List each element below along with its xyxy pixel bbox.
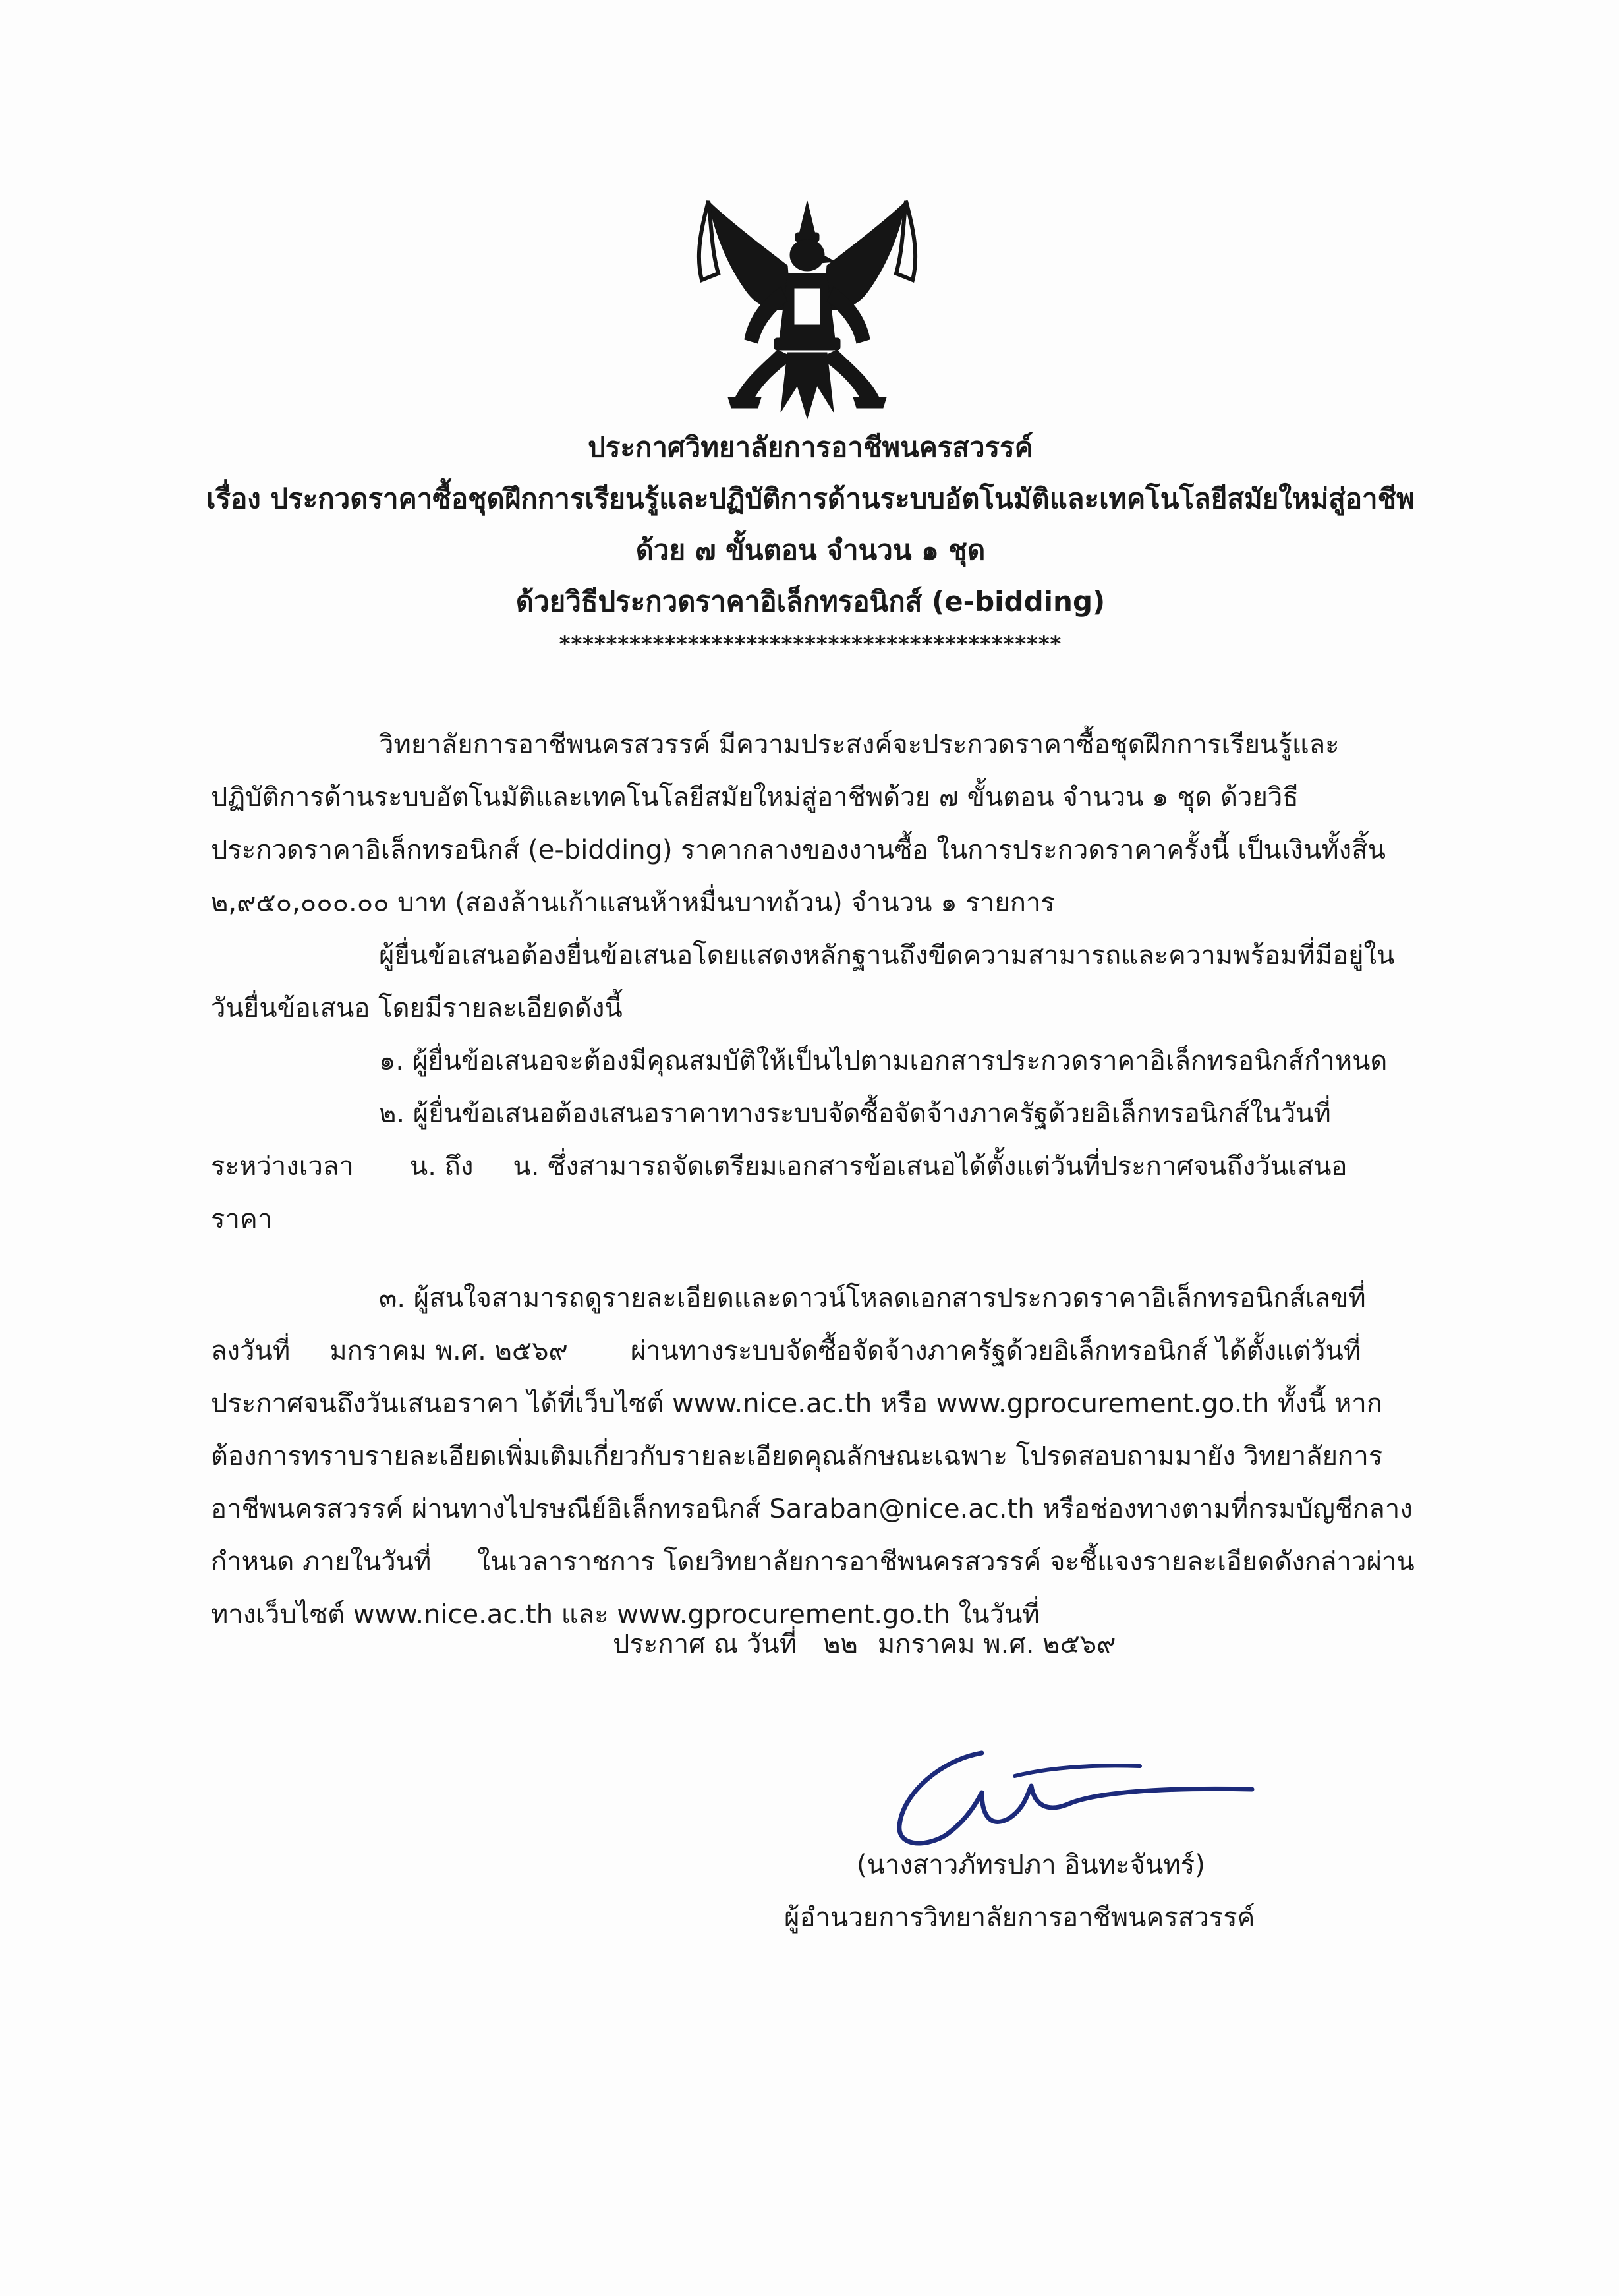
item-3-text: ลงวันที่ (211, 1336, 291, 1366)
item-2-line (211, 1140, 1410, 1193)
item-3-line: ทางเว็บไซต์ www.nice.ac.th และ www.gprocurement.go.th ในวันที่ (211, 1599, 1040, 1630)
item-3-text: กำหนด ภายในวันที่ (211, 1547, 432, 1577)
paragraph-1-line: ๒,๙๕๐,๐๐๐.๐๐ บาท (สองล้านเก้าแสนห้าหมื่นบาทถ้วน) จำนวน ๑ รายการ (211, 888, 1055, 918)
paragraph-1-line: วิทยาลัยการอาชีพนครสวรรค์ มีความประสงค์จะประกวดราคาซื้อชุดฝึกการเรียนรู้และ (379, 730, 1340, 760)
item-3-text: มกราคม พ.ศ. ๒๕๖๙ (329, 1336, 568, 1366)
announcement-heading: ประกาศวิทยาลัยการอาชีพนครสวรรค์ (588, 431, 1033, 463)
item-3-line: ๓. ผู้สนใจสามารถดูรายละเอียดและดาวน์โหลดเอกสารประกวดราคาอิเล็กทรอนิกส์เลขที่ (379, 1283, 1366, 1313)
paragraph-2-line: วันยื่นข้อเสนอ โดยมีรายละเอียดดังนี้ (211, 993, 623, 1023)
item-3-line (211, 1325, 1410, 1377)
item-3-line: ต้องการทราบรายละเอียดเพิ่มเติมเกี่ยวกับรายละเอียดคุณลักษณะเฉพาะ โปรดสอบถามมายัง วิทยาลัยการ (211, 1441, 1383, 1472)
item-2-line: ๒. ผู้ยื่นข้อเสนอต้องเสนอราคาทางระบบจัดซื้อจัดจ้างภาครัฐด้วยอิเล็กทรอนิกส์ในวันที่ (379, 1099, 1331, 1129)
date-month-year: มกราคม พ.ศ. ๒๕๖๙ (877, 1629, 1116, 1659)
signatory-position: ผู้อำนวยการวิทยาลัยการอาชีพนครสวรรค์ (784, 1903, 1255, 1933)
item-2-line: ราคา (211, 1204, 273, 1234)
announcement-date (613, 1618, 1116, 1671)
item-3-text: ในเวลาราชการ โดยวิทยาลัยการอาชีพนครสวรรค์ จะชี้แจงรายละเอียดดังกล่าวผ่าน (477, 1547, 1415, 1577)
signatory-name: (นางสาวภัทรปภา อินทะจันทร์) (857, 1850, 1205, 1880)
item-3-line: อาชีพนครสวรรค์ ผ่านทางไปรษณีย์อิเล็กทรอนิกส์ Saraban@nice.ac.th หรือช่องทางตามที่กรมบัญชีกลาง (211, 1494, 1413, 1524)
paragraph-1-line: ประกวดราคาอิเล็กทรอนิกส์ (e-bidding) ราคากลางของงานซื้อ ในการประกวดราคาครั้งนี้ เป็นเงินทั้งสิ้น (211, 835, 1386, 865)
item-3-line (211, 1535, 1415, 1588)
subject-line-2: ด้วย ๗ ขั้นตอน จำนวน ๑ ชุด (635, 534, 986, 566)
date-prefix: ประกาศ ณ วันที่ (613, 1629, 797, 1659)
announcement-body (211, 718, 1415, 1641)
date-day: ๒๒ (823, 1629, 858, 1659)
paragraph-2-line: ผู้ยื่นข้อเสนอต้องยื่นข้อเสนอโดยแสดงหลักฐานถึงขีดความสามารถและความพร้อมที่มีอยู่ใน (379, 940, 1395, 971)
garuda-emblem-icon (682, 188, 932, 432)
item-2-text: น. ถึง (409, 1151, 474, 1182)
item-2-text: น. ซึ่งสามารถจัดเตรียมเอกสารข้อเสนอได้ตั้งแต่วันที่ประกาศจนถึงวันเสนอ (513, 1151, 1348, 1182)
title-block (152, 422, 1469, 660)
item-3-line: ประกาศจนถึงวันเสนอราคา ได้ที่เว็บไซต์ www.nice.ac.th หรือ www.gprocurement.go.th ทั้งนี้ หาก (211, 1389, 1383, 1419)
subject-line: เรื่อง ประกวดราคาซื้อชุดฝึกการเรียนรู้และปฏิบัติการด้านระบบอัตโนมัติและเทคโนโลยีสมัยใหม่สู่อาชีพ (206, 482, 1415, 515)
method-line: ด้วยวิธีประกวดราคาอิเล็กทรอนิกส์ (e-bidding) (515, 585, 1106, 617)
item-2-text: ระหว่างเวลา (211, 1151, 354, 1182)
paragraph-1-line: ปฏิบัติการด้านระบบอัตโนมัติและเทคโนโลยีสมัยใหม่สู่อาชีพด้วย ๗ ขั้นตอน จำนวน ๑ ชุด ด้วยวิธี (211, 782, 1299, 813)
item-1: ๑. ผู้ยื่นข้อเสนอจะต้องมีคุณสมบัติให้เป็นไปตามเอกสารประกวดราคาอิเล็กทรอนิกส์กำหนด (379, 1046, 1388, 1076)
item-3-text: ผ่านทางระบบจัดซื้อจัดจ้างภาครัฐด้วยอิเล็กทรอนิกส์ ได้ตั้งแต่วันที่ (630, 1336, 1361, 1366)
separator: ******************************************* (559, 631, 1062, 656)
